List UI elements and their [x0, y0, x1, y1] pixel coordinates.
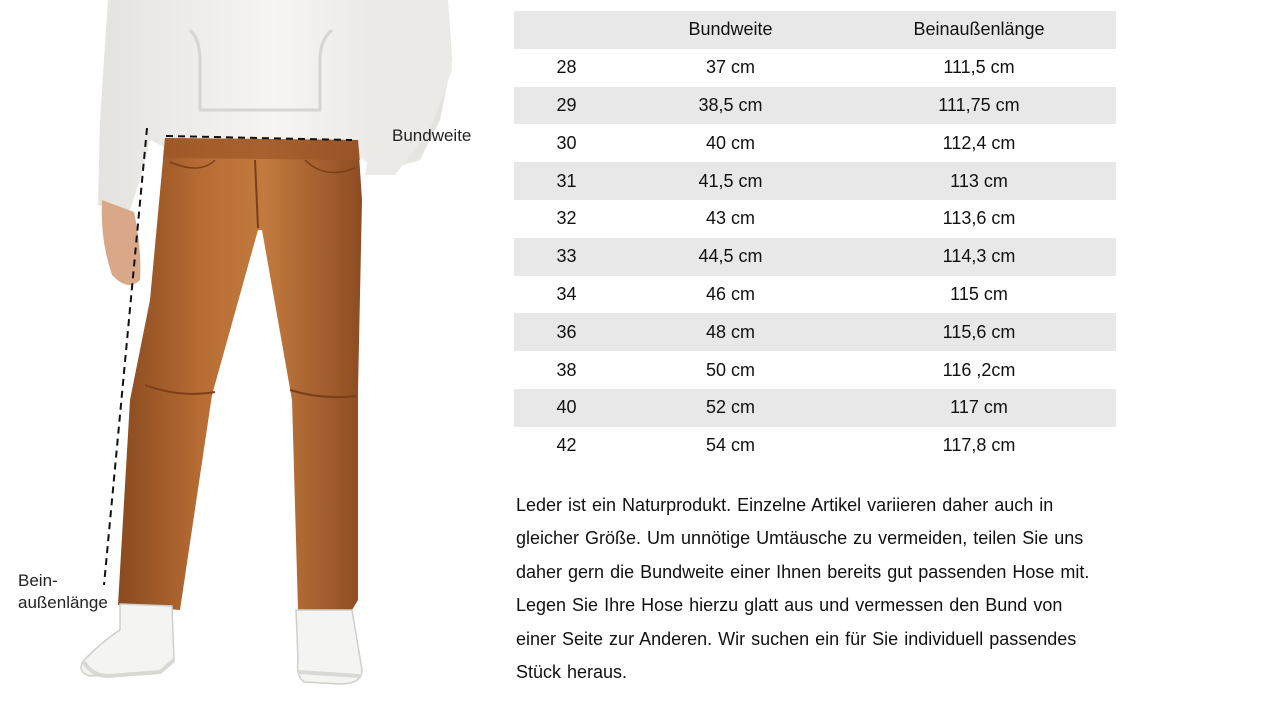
size-cell: 42	[556, 435, 577, 456]
leg-length-cell: 112,4 cm	[942, 132, 1016, 153]
leg-length-label	[18, 570, 108, 614]
leg-length-label-line1: Bein-	[18, 571, 58, 590]
leg-length-cell: 116 ,2cm	[942, 359, 1016, 380]
care-note	[516, 489, 1156, 689]
waist-cell: 43 cm	[705, 208, 756, 229]
table-row	[514, 276, 1116, 314]
size-cell: 36	[556, 321, 577, 342]
waist-cell: 44,5 cm	[698, 246, 763, 267]
table-row	[514, 427, 1116, 465]
table-row	[514, 49, 1116, 87]
care-note-line: daher gern die Bundweite einer Ihnen bereits gut passenden Hose mit.	[516, 561, 1090, 582]
table-row	[514, 351, 1116, 389]
waist-cell: 46 cm	[705, 283, 756, 304]
size-cell: 38	[556, 359, 577, 380]
waist-cell: 41,5 cm	[698, 170, 763, 191]
leg-length-label-line2: außenlänge	[18, 593, 108, 612]
care-note-line: Stück heraus.	[516, 662, 628, 683]
size-cell: 30	[556, 132, 577, 153]
waist-cell: 40 cm	[705, 132, 756, 153]
waist-cell: 54 cm	[705, 435, 756, 456]
table-row	[514, 200, 1116, 238]
column-header-leg-length: Beinaußenlänge	[913, 19, 1045, 40]
product-figure	[0, 0, 500, 720]
table-row	[514, 87, 1116, 125]
leg-length-cell: 115,6 cm	[942, 321, 1016, 342]
leg-length-cell: 115 cm	[950, 283, 1008, 304]
leg-length-cell: 114,3 cm	[942, 246, 1016, 267]
size-cell: 33	[556, 246, 577, 267]
left-shoe-shape	[81, 604, 174, 676]
table-row	[514, 238, 1116, 276]
size-cell: 32	[556, 208, 577, 229]
leg-length-cell: 117 cm	[950, 397, 1008, 418]
table-row	[514, 313, 1116, 351]
waist-cell: 50 cm	[705, 359, 756, 380]
column-header-waist: Bundweite	[688, 19, 773, 40]
care-note-line: gleicher Größe. Um unnötige Umtäusche zu vermeiden, teilen Sie uns	[516, 528, 1084, 549]
column-header-size	[514, 11, 619, 49]
waist-label: Bundweite	[392, 126, 472, 145]
table-header-row	[514, 11, 1116, 49]
care-note-line: einer Seite zur Anderen. Wir suchen ein für Sie individuell passendes	[516, 628, 1077, 649]
leg-length-cell: 111,75 cm	[938, 94, 1020, 115]
table-row	[514, 389, 1116, 427]
table-row	[514, 124, 1116, 162]
leg-length-cell: 113,6 cm	[942, 208, 1016, 229]
pants-shape	[118, 138, 362, 610]
size-cell: 31	[556, 170, 577, 191]
hand-shape	[102, 200, 141, 285]
leg-length-cell: 111,5 cm	[943, 57, 1015, 78]
table-row	[514, 162, 1116, 200]
waist-cell: 38,5 cm	[698, 94, 763, 115]
size-cell: 40	[556, 397, 577, 418]
leg-length-cell: 113 cm	[950, 170, 1008, 191]
care-note-line: Legen Sie Ihre Hose hierzu glatt aus und vermessen den Bund von	[516, 595, 1063, 616]
size-cell: 28	[556, 57, 577, 78]
size-table	[514, 11, 1116, 465]
size-cell: 29	[556, 94, 577, 115]
waist-cell: 52 cm	[705, 397, 756, 418]
size-cell: 34	[556, 283, 577, 304]
waist-cell: 48 cm	[705, 321, 756, 342]
care-note-line: Leder ist ein Naturprodukt. Einzelne Artikel variieren daher auch in	[516, 495, 1054, 515]
leg-length-cell: 117,8 cm	[942, 435, 1016, 456]
waist-cell: 37 cm	[705, 57, 756, 78]
